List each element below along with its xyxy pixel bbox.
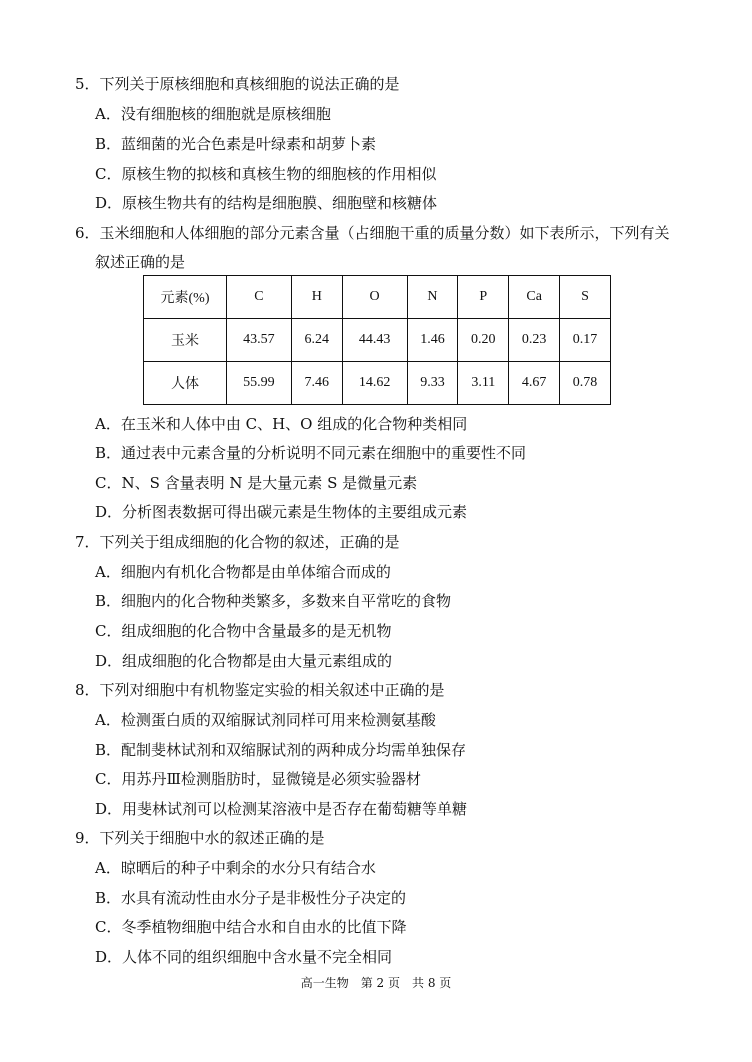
question-9-option-c: C．冬季植物细胞中结合水和自由水的比值下降 (95, 918, 407, 936)
table-cell: 人体 (144, 362, 227, 405)
table-cell: S (560, 276, 611, 319)
question-8-option-b: B．配制斐林试剂和双缩脲试剂的两种成分均需单独保存 (95, 741, 467, 759)
table-cell: 0.20 (458, 319, 509, 362)
question-9-option-b: B．水具有流动性由水分子是非极性分子决定的 (95, 889, 407, 907)
question-7-option-a: A．细胞内有机化合物都是由单体缩合而成的 (95, 563, 391, 581)
question-9-option-a: A．晾晒后的种子中剩余的水分只有结合水 (95, 859, 376, 877)
table-cell: 55.99 (227, 362, 292, 405)
question-6-option-d: D．分析图表数据可得出碳元素是生物体的主要组成元素 (95, 503, 468, 521)
table-cell: O (342, 276, 407, 319)
question-8-option-a: A．检测蛋白质的双缩脲试剂同样可用来检测氨基酸 (95, 711, 436, 729)
question-9-stem: 9．下列关于细胞中水的叙述正确的是 (75, 829, 325, 847)
question-5-stem: 5．下列关于原核细胞和真核细胞的说法正确的是 (75, 75, 400, 93)
question-8-stem: 8．下列对细胞中有机物鉴定实验的相关叙述中正确的是 (75, 681, 445, 699)
table-cell: Ca (509, 276, 560, 319)
table-cell: P (458, 276, 509, 319)
question-8-option-d: D．用斐林试剂可以检测某溶液中是否存在葡萄糖等单糖 (95, 800, 468, 818)
table-cell: 7.46 (291, 362, 342, 405)
table-row (144, 362, 611, 405)
question-7-option-c: C．组成细胞的化合物中含量最多的是无机物 (95, 622, 392, 640)
table-cell: C (227, 276, 292, 319)
table-cell: 元素(%) (144, 276, 227, 319)
table-cell: 6.24 (291, 319, 342, 362)
table-cell: N (407, 276, 458, 319)
question-6-option-b: B．通过表中元素含量的分析说明不同元素在细胞中的重要性不同 (95, 444, 527, 462)
table-cell: 3.11 (458, 362, 509, 405)
table-cell: 1.46 (407, 319, 458, 362)
page-footer: 高一生物 第 2 页 共 8 页 (300, 976, 452, 990)
question-5-option-d: D．原核生物共有的结构是细胞膜、细胞壁和核糖体 (95, 194, 438, 212)
table-row (144, 319, 611, 362)
table-cell: 0.78 (560, 362, 611, 405)
question-7-stem: 7．下列关于组成细胞的化合物的叙述，正确的是 (75, 533, 400, 551)
table-cell: 0.23 (509, 319, 560, 362)
question-5-option-c: C．原核生物的拟核和真核生物的细胞核的作用相似 (95, 165, 437, 183)
question-6-stem: 6．玉米细胞和人体细胞的部分元素含量（占细胞干重的质量分数）如下表所示，下列有关 (75, 224, 670, 242)
table-cell: 9.33 (407, 362, 458, 405)
question-8-option-c: C．用苏丹Ⅲ检测脂肪时，显微镜是必须实验器材 (95, 770, 421, 788)
element-content-table (143, 275, 611, 405)
question-6-option-c: C．N、S 含量表明 N 是大量元素 S 是微量元素 (95, 474, 418, 492)
table-cell: 玉米 (144, 319, 227, 362)
question-7-option-b: B．细胞内的化合物种类繁多，多数来自平常吃的食物 (95, 592, 452, 610)
question-5-option-b: B．蓝细菌的光合色素是叶绿素和胡萝卜素 (95, 135, 377, 153)
table-cell: 14.62 (342, 362, 407, 405)
table-cell: H (291, 276, 342, 319)
table-cell: 4.67 (509, 362, 560, 405)
question-5-option-a: A．没有细胞核的细胞就是原核细胞 (95, 105, 331, 123)
question-9-option-d: D．人体不同的组织细胞中含水量不完全相同 (95, 948, 393, 966)
question-6-option-a: A．在玉米和人体中由 C、H、O 组成的化合物种类相同 (95, 415, 468, 433)
question-6-stem-continued: 叙述正确的是 (95, 253, 186, 271)
table-cell: 43.57 (227, 319, 292, 362)
table-cell: 44.43 (342, 319, 407, 362)
table-header-row (144, 276, 611, 319)
question-7-option-d: D．组成细胞的化合物都是由大量元素组成的 (95, 652, 393, 670)
table-cell: 0.17 (560, 319, 611, 362)
